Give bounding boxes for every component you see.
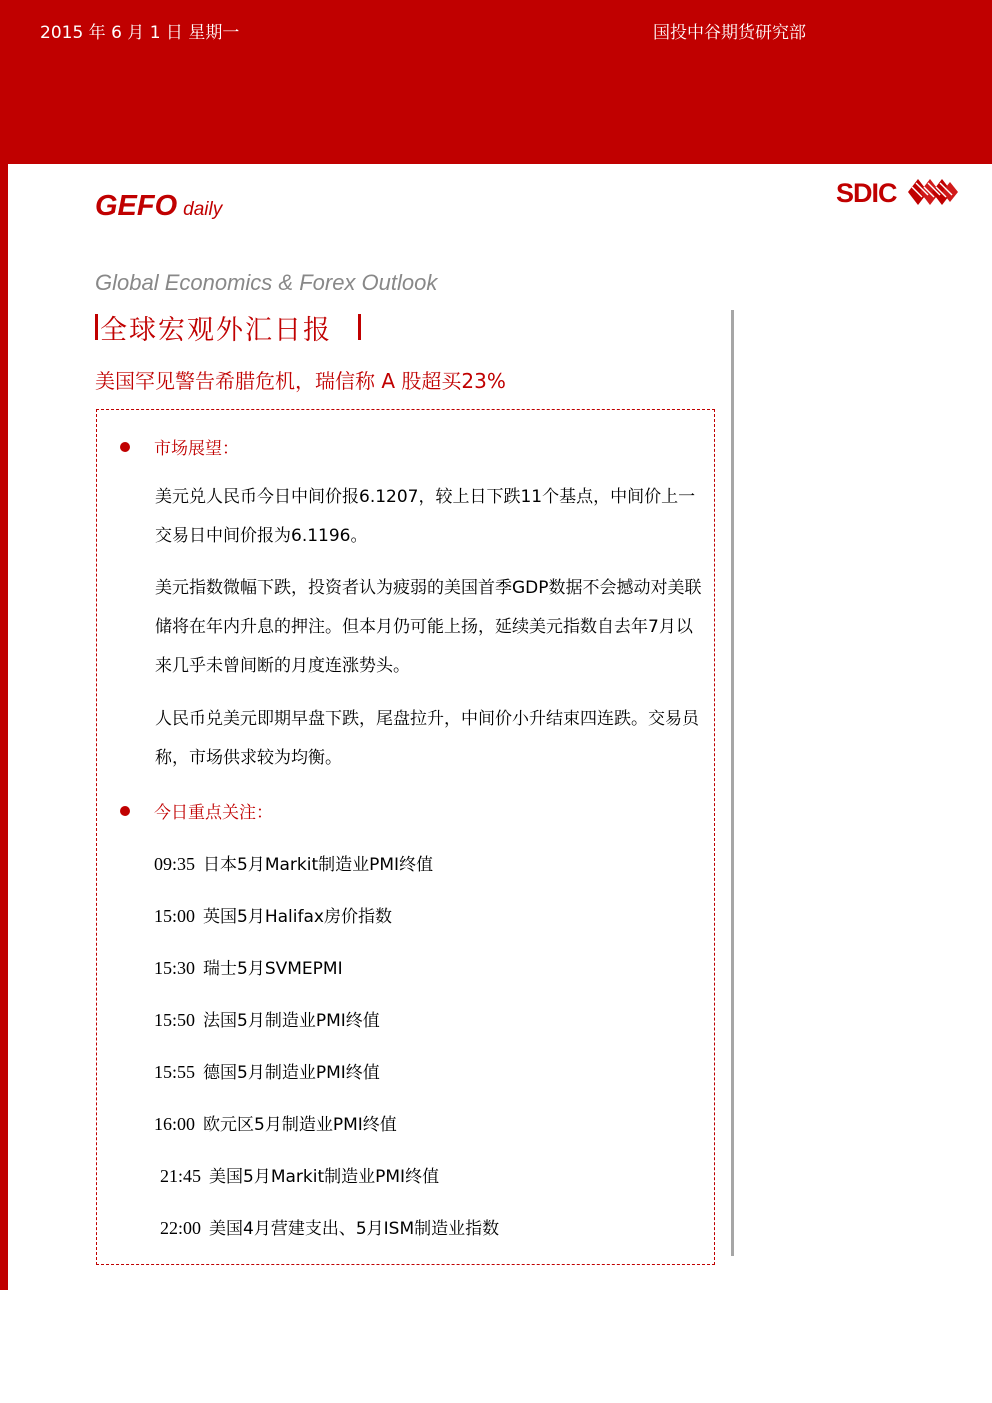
sdic-logo-icon: [836, 176, 962, 208]
section-heading: 今日重点关注：: [154, 803, 273, 823]
event-time: 22:00: [160, 1218, 202, 1238]
event-time: 15:55: [154, 1062, 196, 1082]
brand-main: GEFO: [95, 190, 178, 222]
left-accent-strip: [0, 164, 8, 1290]
section-market-outlook: [120, 434, 239, 459]
bullet-icon: [120, 806, 130, 816]
event-item: [154, 1058, 380, 1083]
event-time: 09:35: [154, 854, 196, 874]
brand-wordmark: [95, 190, 222, 223]
event-item: [154, 1110, 397, 1135]
event-time: 16:00: [154, 1114, 196, 1134]
report-title-text: 全球宏观外汇日报: [100, 314, 332, 346]
event-time: 15:00: [154, 906, 196, 926]
logo-text: SDIC: [836, 178, 897, 208]
section-heading: 市场展望：: [154, 439, 239, 459]
title-bar-left: [95, 314, 98, 340]
event-name: 德国5月制造业PMI终值: [203, 1063, 380, 1083]
department-name: 国投中谷期货研究部: [653, 23, 806, 43]
event-name: 日本5月Markit制造业PMI终值: [203, 855, 434, 875]
vertical-rule: [731, 310, 734, 1256]
event-item: [154, 850, 433, 875]
report-date: 2015 年 6 月 1 日 星期一: [40, 23, 240, 43]
event-item: [154, 954, 343, 979]
outlook-paragraph: 人民币兑美元即期早盘下跌，尾盘拉升，中间价小升结束四连跌。交易员称，市场供求较为均衡。: [155, 709, 699, 768]
event-item: [160, 1162, 439, 1187]
brand-sub: daily: [183, 199, 223, 220]
report-title: [95, 308, 361, 346]
section-today-focus: [120, 798, 273, 823]
event-item: [154, 1006, 380, 1031]
headline: 美国罕见警告希腊危机，瑞信称 A 股超买23%: [95, 369, 506, 393]
event-time: 15:50: [154, 1010, 196, 1030]
title-bar-right: [358, 314, 361, 340]
publication-subtitle: Global Economics & Forex Outlook: [95, 270, 438, 295]
event-name: 英国5月Halifax房价指数: [203, 907, 392, 927]
bullet-icon: [120, 442, 130, 452]
event-name: 欧元区5月制造业PMI终值: [203, 1115, 397, 1135]
event-time: 21:45: [160, 1166, 202, 1186]
event-name: 法国5月制造业PMI终值: [203, 1011, 380, 1031]
event-item: [154, 902, 392, 927]
event-name: 美国5月Markit制造业PMI终值: [209, 1167, 440, 1187]
event-name: 瑞士5月SVMEPMI: [203, 959, 343, 979]
outlook-paragraph: 美元指数微幅下跌，投资者认为疲弱的美国首季GDP数据不会撼动对美联储将在年内升息的押注。但本月仍可能上扬，延续美元指数自去年7月以来几乎未曾间断的月度连涨势头。: [155, 578, 702, 676]
event-item: [160, 1214, 499, 1239]
outlook-paragraph: 美元兑人民币今日中间价报6.1207，较上日下跌11个基点，中间价上一交易日中间价报为6.1196。: [155, 487, 696, 546]
event-name: 美国4月营建支出、5月ISM制造业指数: [209, 1219, 500, 1239]
event-time: 15:30: [154, 958, 196, 978]
